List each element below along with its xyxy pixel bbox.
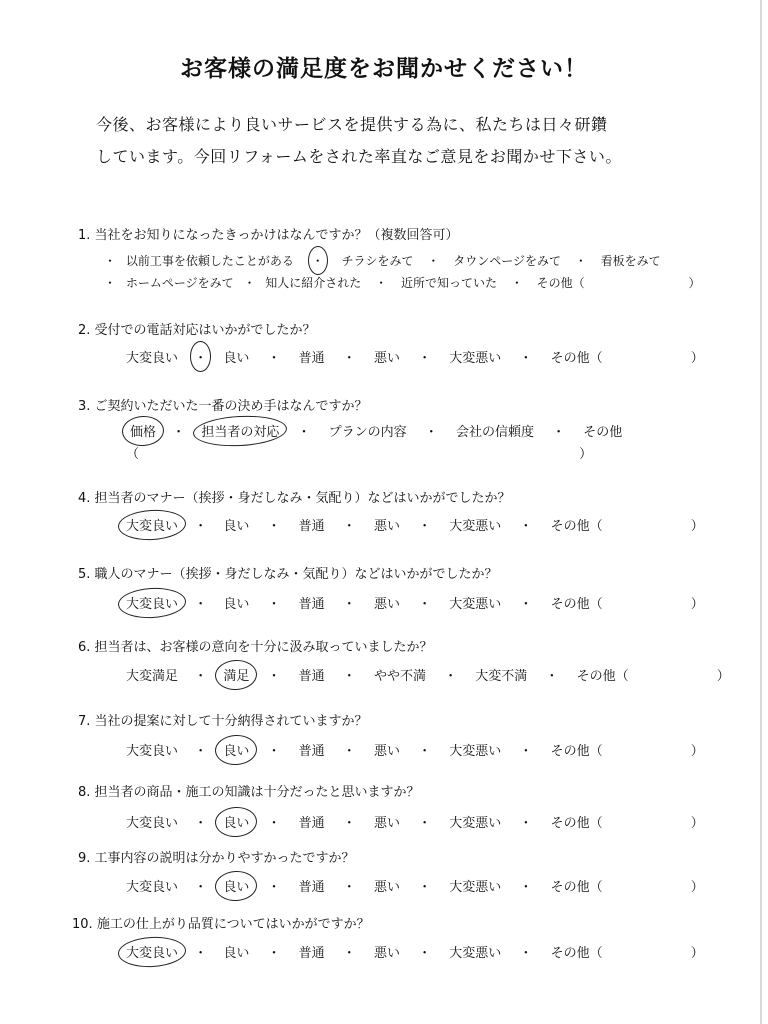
option-average: 普通 <box>298 816 325 831</box>
option-very-bad: 大変悪い <box>449 744 502 759</box>
separator: ・ <box>267 744 281 759</box>
option-town-page: タウンページをみて <box>453 254 561 268</box>
option-homepage: ホームページをみて <box>125 276 234 290</box>
option-signboard: 看板をみて <box>600 254 661 268</box>
option-average: 普通 <box>298 880 325 895</box>
option-good: 良い <box>223 519 250 534</box>
separator: ・ <box>519 880 533 895</box>
question-2 <box>78 319 316 338</box>
option-other: その他（ <box>550 816 603 831</box>
separator: ・ <box>194 519 208 534</box>
question-number: 5. <box>78 567 91 582</box>
question-9 <box>78 847 355 866</box>
close-paren: ） <box>690 597 704 612</box>
option-average: 普通 <box>298 351 325 366</box>
separator: ・ <box>519 816 533 831</box>
separator: ・ <box>418 597 432 612</box>
question-text: 担当者の商品・施工の知識は十分だったと思いますか？ <box>94 785 420 800</box>
question-6 <box>78 636 433 655</box>
separator: ・ <box>418 744 432 759</box>
separator: ・ <box>194 946 208 961</box>
separator: ・ <box>342 880 356 895</box>
question-2-options <box>126 347 704 366</box>
option-bad: 悪い <box>373 816 400 831</box>
option-bad: 悪い <box>373 351 400 366</box>
separator: ・ <box>267 669 281 684</box>
option-other: その他（ <box>550 351 603 366</box>
separator: ・ <box>418 351 432 366</box>
option-other: その他（ <box>550 519 603 534</box>
separator: ・ <box>519 519 533 534</box>
close-paren: ） <box>716 669 730 684</box>
separator: ・ <box>519 351 533 366</box>
question-number: 2. <box>78 323 91 338</box>
option-slightly-dissatisfied: やや不満 <box>373 669 426 684</box>
question-1-options-row-1 <box>104 252 661 269</box>
option-average: 普通 <box>298 597 325 612</box>
question-5-options <box>126 593 704 612</box>
option-average: 普通 <box>298 519 325 534</box>
option-satisfied: 満足 <box>223 665 249 684</box>
option-good: 良い <box>223 876 249 895</box>
separator: ・ <box>552 425 566 440</box>
question-text: 当社の提案に対して十分納得されていますか？ <box>94 714 368 729</box>
separator: ・ <box>194 669 208 684</box>
question-8-options <box>126 812 704 831</box>
question-10 <box>72 913 370 932</box>
option-very-good: 大変良い <box>126 351 179 366</box>
separator: ・ <box>342 816 356 831</box>
question-number: 10. <box>72 917 93 932</box>
option-good: 良い <box>223 812 249 831</box>
separator: ・ <box>194 816 208 831</box>
option-very-good: 大変良い <box>126 744 179 759</box>
separator: ・ <box>297 425 311 440</box>
intro-line-2: しています。今回リフォームをされた率直なご意見をお聞かせ下さい。 <box>96 147 622 166</box>
option-very-bad: 大変悪い <box>449 597 502 612</box>
option-plan-content: プランの内容 <box>328 425 407 440</box>
separator: ・ <box>342 519 356 534</box>
separator: ・ <box>267 946 281 961</box>
separator: ・ <box>418 519 432 534</box>
question-9-options <box>126 876 704 895</box>
question-number: 4. <box>78 491 91 506</box>
separator: ・ <box>267 351 281 366</box>
question-number: 1. <box>78 228 91 243</box>
option-good: 良い <box>223 740 249 759</box>
close-paren: ） <box>688 276 701 290</box>
question-text: ご契約いただいた一番の決め手はなんですか？ <box>94 399 368 414</box>
option-very-bad: 大変悪い <box>449 946 502 961</box>
question-8 <box>78 781 420 800</box>
question-text: 当社をお知りになったきっかけはなんですか？（複数回答可） <box>94 228 459 243</box>
option-price: 価格 <box>130 421 156 440</box>
separator: ・ <box>267 816 281 831</box>
question-number: 3. <box>78 399 91 414</box>
option-other: その他（ <box>576 669 629 684</box>
separator: ・ <box>519 744 533 759</box>
question-3-options <box>130 421 622 440</box>
question-text: 施工の仕上がり品質についてはいかがですか？ <box>96 917 370 932</box>
option-other: その他（ <box>536 276 585 290</box>
option-good: 良い <box>223 597 250 612</box>
bullet: ・ <box>104 276 117 290</box>
separator: ・ <box>342 946 356 961</box>
separator: ・ <box>342 351 356 366</box>
separator: ・ <box>267 880 281 895</box>
question-number: 9. <box>78 851 91 866</box>
option-other: その他（ <box>550 744 603 759</box>
question-1 <box>78 224 459 243</box>
option-very-good: 大変良い <box>126 942 178 961</box>
separator: ・ <box>519 946 533 961</box>
separator: ・ <box>194 880 208 895</box>
separator: ・ <box>510 276 523 290</box>
option-very-good: 大変良い <box>126 880 179 895</box>
option-average: 普通 <box>298 744 325 759</box>
option-bad: 悪い <box>373 597 400 612</box>
option-very-good: 大変良い <box>126 816 179 831</box>
option-very-bad: 大変悪い <box>449 880 502 895</box>
open-paren: （ <box>126 447 140 462</box>
separator: ・ <box>243 276 256 290</box>
close-paren: ） <box>690 351 704 366</box>
separator: ・ <box>427 254 440 268</box>
question-3 <box>78 395 368 414</box>
option-good: 良い <box>223 351 250 366</box>
question-text: 受付での電話対応はいかがでしたか？ <box>94 323 316 338</box>
option-neighborhood: 近所で知っていた <box>400 276 497 290</box>
question-text: 工事内容の説明は分かりやすかったですか？ <box>94 851 355 866</box>
option-other: その他 <box>583 425 623 440</box>
close-paren: ） <box>690 816 704 831</box>
separator: ・ <box>172 425 186 440</box>
option-other: その他（ <box>550 597 603 612</box>
question-1-options-row-2 <box>104 274 701 291</box>
separator: ・ <box>418 946 432 961</box>
option-previous-work: 以前工事を依頼したことがある <box>125 254 294 268</box>
selected-mark: ・ <box>311 254 324 268</box>
question-6-options <box>126 665 730 684</box>
separator: ・ <box>418 816 432 831</box>
scan-edge-line <box>760 0 762 1024</box>
option-other: その他（ <box>550 880 603 895</box>
separator: ・ <box>267 519 281 534</box>
intro-line-1: 今後、お客様により良いサービスを提供する為に、私たちは日々研鑽 <box>96 115 608 134</box>
option-very-good: 大変良い <box>126 593 178 612</box>
option-average: 普通 <box>298 946 325 961</box>
option-very-good: 大変良い <box>126 515 178 534</box>
separator: ・ <box>418 880 432 895</box>
close-paren: ） <box>579 447 593 462</box>
option-very-dissatisfied: 大変不満 <box>475 669 528 684</box>
question-number: 7. <box>78 714 91 729</box>
question-number: 6. <box>78 640 91 655</box>
question-7 <box>78 710 368 729</box>
option-very-bad: 大変悪い <box>449 519 502 534</box>
question-text: 担当者は、お客様の意向を十分に汲み取っていましたか？ <box>94 640 433 655</box>
option-bad: 悪い <box>373 880 400 895</box>
separator: ・ <box>267 597 281 612</box>
separator: ・ <box>424 425 438 440</box>
separator: ・ <box>545 669 559 684</box>
close-paren: ） <box>690 744 704 759</box>
survey-title: お客様の満足度をお聞かせください！ <box>180 56 588 82</box>
option-bad: 悪い <box>373 519 400 534</box>
question-number: 8. <box>78 785 91 800</box>
option-very-satisfied: 大変満足 <box>126 669 179 684</box>
separator: ・ <box>519 597 533 612</box>
option-very-bad: 大変悪い <box>449 816 502 831</box>
separator: ・ <box>342 744 356 759</box>
question-4 <box>78 487 511 506</box>
question-3-other-line <box>126 443 592 462</box>
option-staff-response: 担当者の対応 <box>201 421 279 440</box>
option-flyer: チラシをみて <box>341 254 414 268</box>
bullet: ・ <box>104 254 117 268</box>
question-5 <box>78 563 498 582</box>
option-introduced: 知人に紹介された <box>265 276 362 290</box>
option-very-bad: 大変悪い <box>449 351 502 366</box>
selected-mark: ・ <box>194 347 207 366</box>
option-reliability: 会社の信頼度 <box>455 425 534 440</box>
option-bad: 悪い <box>373 744 400 759</box>
separator: ・ <box>444 669 458 684</box>
option-average: 普通 <box>298 669 325 684</box>
option-other: その他（ <box>550 946 603 961</box>
separator: ・ <box>194 597 208 612</box>
separator: ・ <box>574 254 587 268</box>
separator: ・ <box>342 669 356 684</box>
option-good: 良い <box>223 946 250 961</box>
separator: ・ <box>342 597 356 612</box>
question-text: 担当者のマナー（挨拶・身だしなみ・気配り）などはいかがでしたか？ <box>94 491 511 506</box>
question-10-options <box>126 942 704 961</box>
question-4-options <box>126 515 704 534</box>
option-bad: 悪い <box>373 946 400 961</box>
question-7-options <box>126 740 704 759</box>
separator: ・ <box>375 276 388 290</box>
close-paren: ） <box>690 946 704 961</box>
separator: ・ <box>194 744 208 759</box>
close-paren: ） <box>690 880 704 895</box>
question-text: 職人のマナー（挨拶・身だしなみ・気配り）などはいかがでしたか？ <box>94 567 498 582</box>
close-paren: ） <box>690 519 704 534</box>
